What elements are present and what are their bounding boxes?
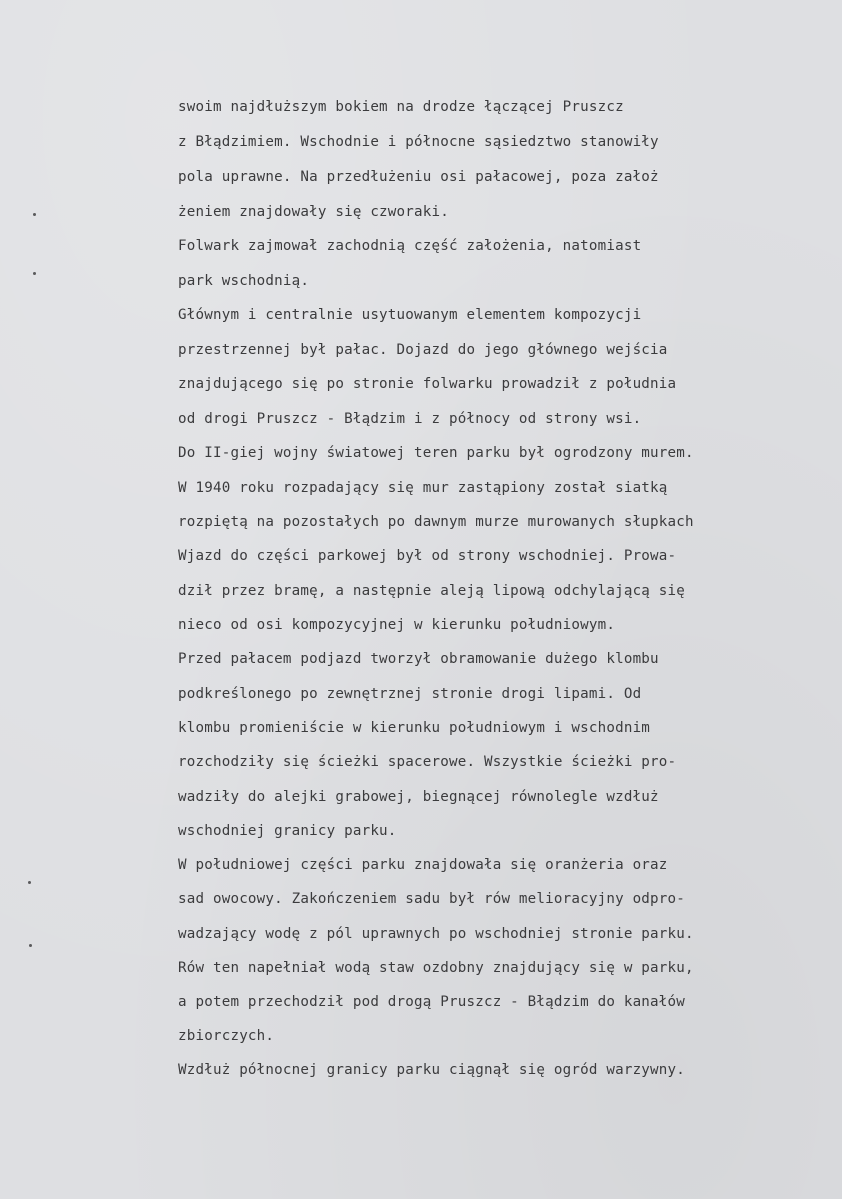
text-line: dził przez bramę, a następnie aleją lipową odchylającą się (178, 583, 686, 599)
text-line: wadzający wodę z pól uprawnych po wschodniej stronie parku. (178, 926, 694, 942)
text-line: przestrzennej był pałac. Dojazd do jego głównego wejścia (178, 342, 668, 358)
text-line: zbiorczych. (178, 1028, 275, 1044)
text-line: Rów ten napełniał wodą staw ozdobny znajdujący się w parku, (178, 960, 694, 976)
text-line: z Błądzimiem. Wschodnie i północne sąsiedztwo stanowiły (178, 134, 659, 150)
text-line: sad owocowy. Zakończeniem sadu był rów melioracyjny odpro- (178, 891, 686, 907)
text-line: Wjazd do części parkowej był od strony wschodniej. Prowa- (178, 548, 677, 564)
text-line: znajdującego się po stronie folwarku prowadził z południa (178, 376, 677, 392)
text-line: wschodniej granicy parku. (178, 823, 397, 839)
text-line: swoim najdłuższym bokiem na drodze łączącej Pruszcz (178, 99, 624, 115)
text-line: Głównym i centralnie usytuowanym elementem kompozycji (178, 307, 642, 323)
text-line: nieco od osi kompozycyjnej w kierunku południowym. (178, 617, 616, 633)
text-line: klombu promieniście w kierunku południowym i wschodnim (178, 720, 651, 736)
text-line: żeniem znajdowały się czworaki. (178, 204, 449, 220)
text-line: Przed pałacem podjazd tworzył obramowanie dużego klombu (178, 651, 659, 667)
text-line: od drogi Pruszcz - Błądzim i z północy od strony wsi. (178, 411, 642, 427)
text-line: W południowej części parku znajdowała się oranżeria oraz (178, 857, 668, 873)
text-line: wadziły do alejki grabowej, biegnącej równolegle wzdłuż (178, 789, 659, 805)
text-line: a potem przechodził pod drogą Pruszcz - Błądzim do kanałów (178, 994, 686, 1010)
text-line: rozchodziły się ścieżki spacerowe. Wszystkie ścieżki pro- (178, 754, 677, 770)
text-line: podkreślonego po zewnętrznej stronie drogi lipami. Od (178, 686, 642, 702)
text-line: W 1940 roku rozpadający się mur zastąpiony został siatką (178, 480, 668, 496)
text-line: park wschodnią. (178, 273, 310, 289)
text-line: pola uprawne. Na przedłużeniu osi pałacowej, poza założ (178, 169, 659, 185)
text-line: Do II-giej wojny światowej teren parku był ogrodzony murem. (178, 445, 694, 461)
text-line: Wzdłuż północnej granicy parku ciągnął się ogród warzywny. (178, 1062, 686, 1078)
text-line: Folwark zajmował zachodnią część założenia, natomiast (178, 238, 642, 254)
text-line: rozpiętą na pozostałych po dawnym murze murowanych słupkach (178, 514, 694, 530)
